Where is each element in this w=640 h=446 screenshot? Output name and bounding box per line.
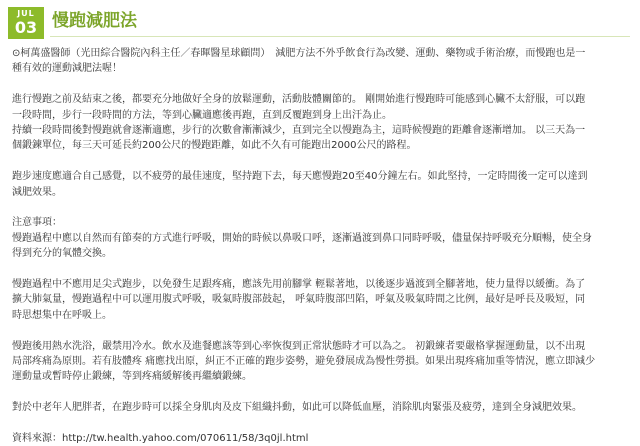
source-link[interactable]: 資料來源：http://tw.health.yahoo.com/070611/58/3q0jl.html	[12, 433, 309, 445]
text-line: 時思想集中在呼吸上。	[12, 309, 112, 321]
notes-section	[12, 215, 632, 261]
intro-paragraph	[12, 46, 632, 77]
text-line: 跑步速度應適合自己感覺，以不疲勞的最佳速度，堅持跑下去，每天應慢跑20至40分鐘左右。如此堅持，一定時間後一定可以達到	[12, 171, 588, 183]
source-line	[12, 431, 632, 446]
date-month: JUL	[17, 9, 35, 18]
text-line: 得到充分的氧體交換。	[12, 248, 112, 260]
text-line: 個鍛鍊單位，每三天可延長約200公尺的慢跑距離，如此不久有可能跑出2000公尺的路程。	[12, 140, 417, 152]
post-title[interactable]: 慢跑減肥法	[52, 11, 137, 31]
text-line: 慢跑後用熱水洗浴，嚴禁用冷水。飲水及進餐應該等到心率恢復到正常狀態時才可以為之。 初鍛練者要嚴格掌握運動量，以不出現	[12, 340, 586, 352]
text-line: 持續一段時間後對慢跑就會逐漸適應，步行的次數會漸漸減少，直到完全以慢跑為主，這時候慢跑的距離會逐漸增加。 以三天為一	[12, 125, 586, 137]
text-line: ⊙柯萬盛醫師（光田綜合醫院內科主任／春暉醫星球顧問） 減肥方法不外乎飲食行為改變、運動、藥物或手術治療，而慢跑也是一	[12, 48, 586, 59]
notes-paragraph-2	[12, 277, 632, 323]
text-line: 種有效的運動減肥法喔！	[12, 63, 122, 75]
text-line: 局部疼痛為原則。若有肢體疼 痛應找出原，糾正不正確的跑步姿勢，避免發展成為慢性勞損。如果出現疼痛加重等情況，應立即減少	[12, 356, 596, 368]
paragraph-1	[12, 92, 632, 154]
text-line: 慢跑過程中應以自然而有節奏的方式進行呼吸，開始的時候以鼻吸口呼，逐漸過渡到鼻口同時呼吸，儘量保持呼吸充分順暢，使全身	[12, 232, 592, 244]
text-line: 進行慢跑之前及結束之後，都要充分地做好全身的放鬆運動，活動肢體關節的。 剛開始進行慢跑時可能感到心臟不太舒服，可以跑	[12, 94, 586, 106]
text-line: 運動量或暫時停止鍛練，等到疼痛緩解後再繼續鍛練。	[12, 371, 252, 383]
date-day: 03	[14, 18, 38, 37]
text-line: 減肥效果。	[12, 186, 62, 198]
text-line: 對於中老年人肥胖者，在跑步時可以採全身肌肉及皮下組織抖動，如此可以降低血壓，消除肌肉緊張及疲勞，達到全身減肥效果。	[12, 402, 582, 414]
notes-paragraph-3	[12, 339, 632, 385]
title-divider	[50, 36, 630, 37]
text-line: 一段時間，步行一段時間的方法，等到心臟適應後再跑，直到反覆跑到身上出汗為止。	[12, 109, 392, 121]
notes-heading: 注意事項：	[12, 217, 62, 229]
paragraph-2	[12, 169, 632, 200]
text-line: 擴大肺氣量，慢跑過程中可以運用腹式呼吸，吸氣時腹部鼓起， 呼氣時腹部凹陷，呼氣及吸氣時間之比例，最好是呼長及吸短，同	[12, 294, 586, 306]
date-badge	[8, 7, 44, 39]
post-body	[12, 46, 632, 446]
post-header	[6, 4, 632, 40]
text-line: 慢跑過程中不應用足尖式跑步，以免發生足跟疼痛，應該先用前腳掌 輕鬆著地，以後逐步過渡到全腳著地，使力量得以緩衝。為了	[12, 279, 586, 291]
closing-paragraph	[12, 400, 632, 415]
